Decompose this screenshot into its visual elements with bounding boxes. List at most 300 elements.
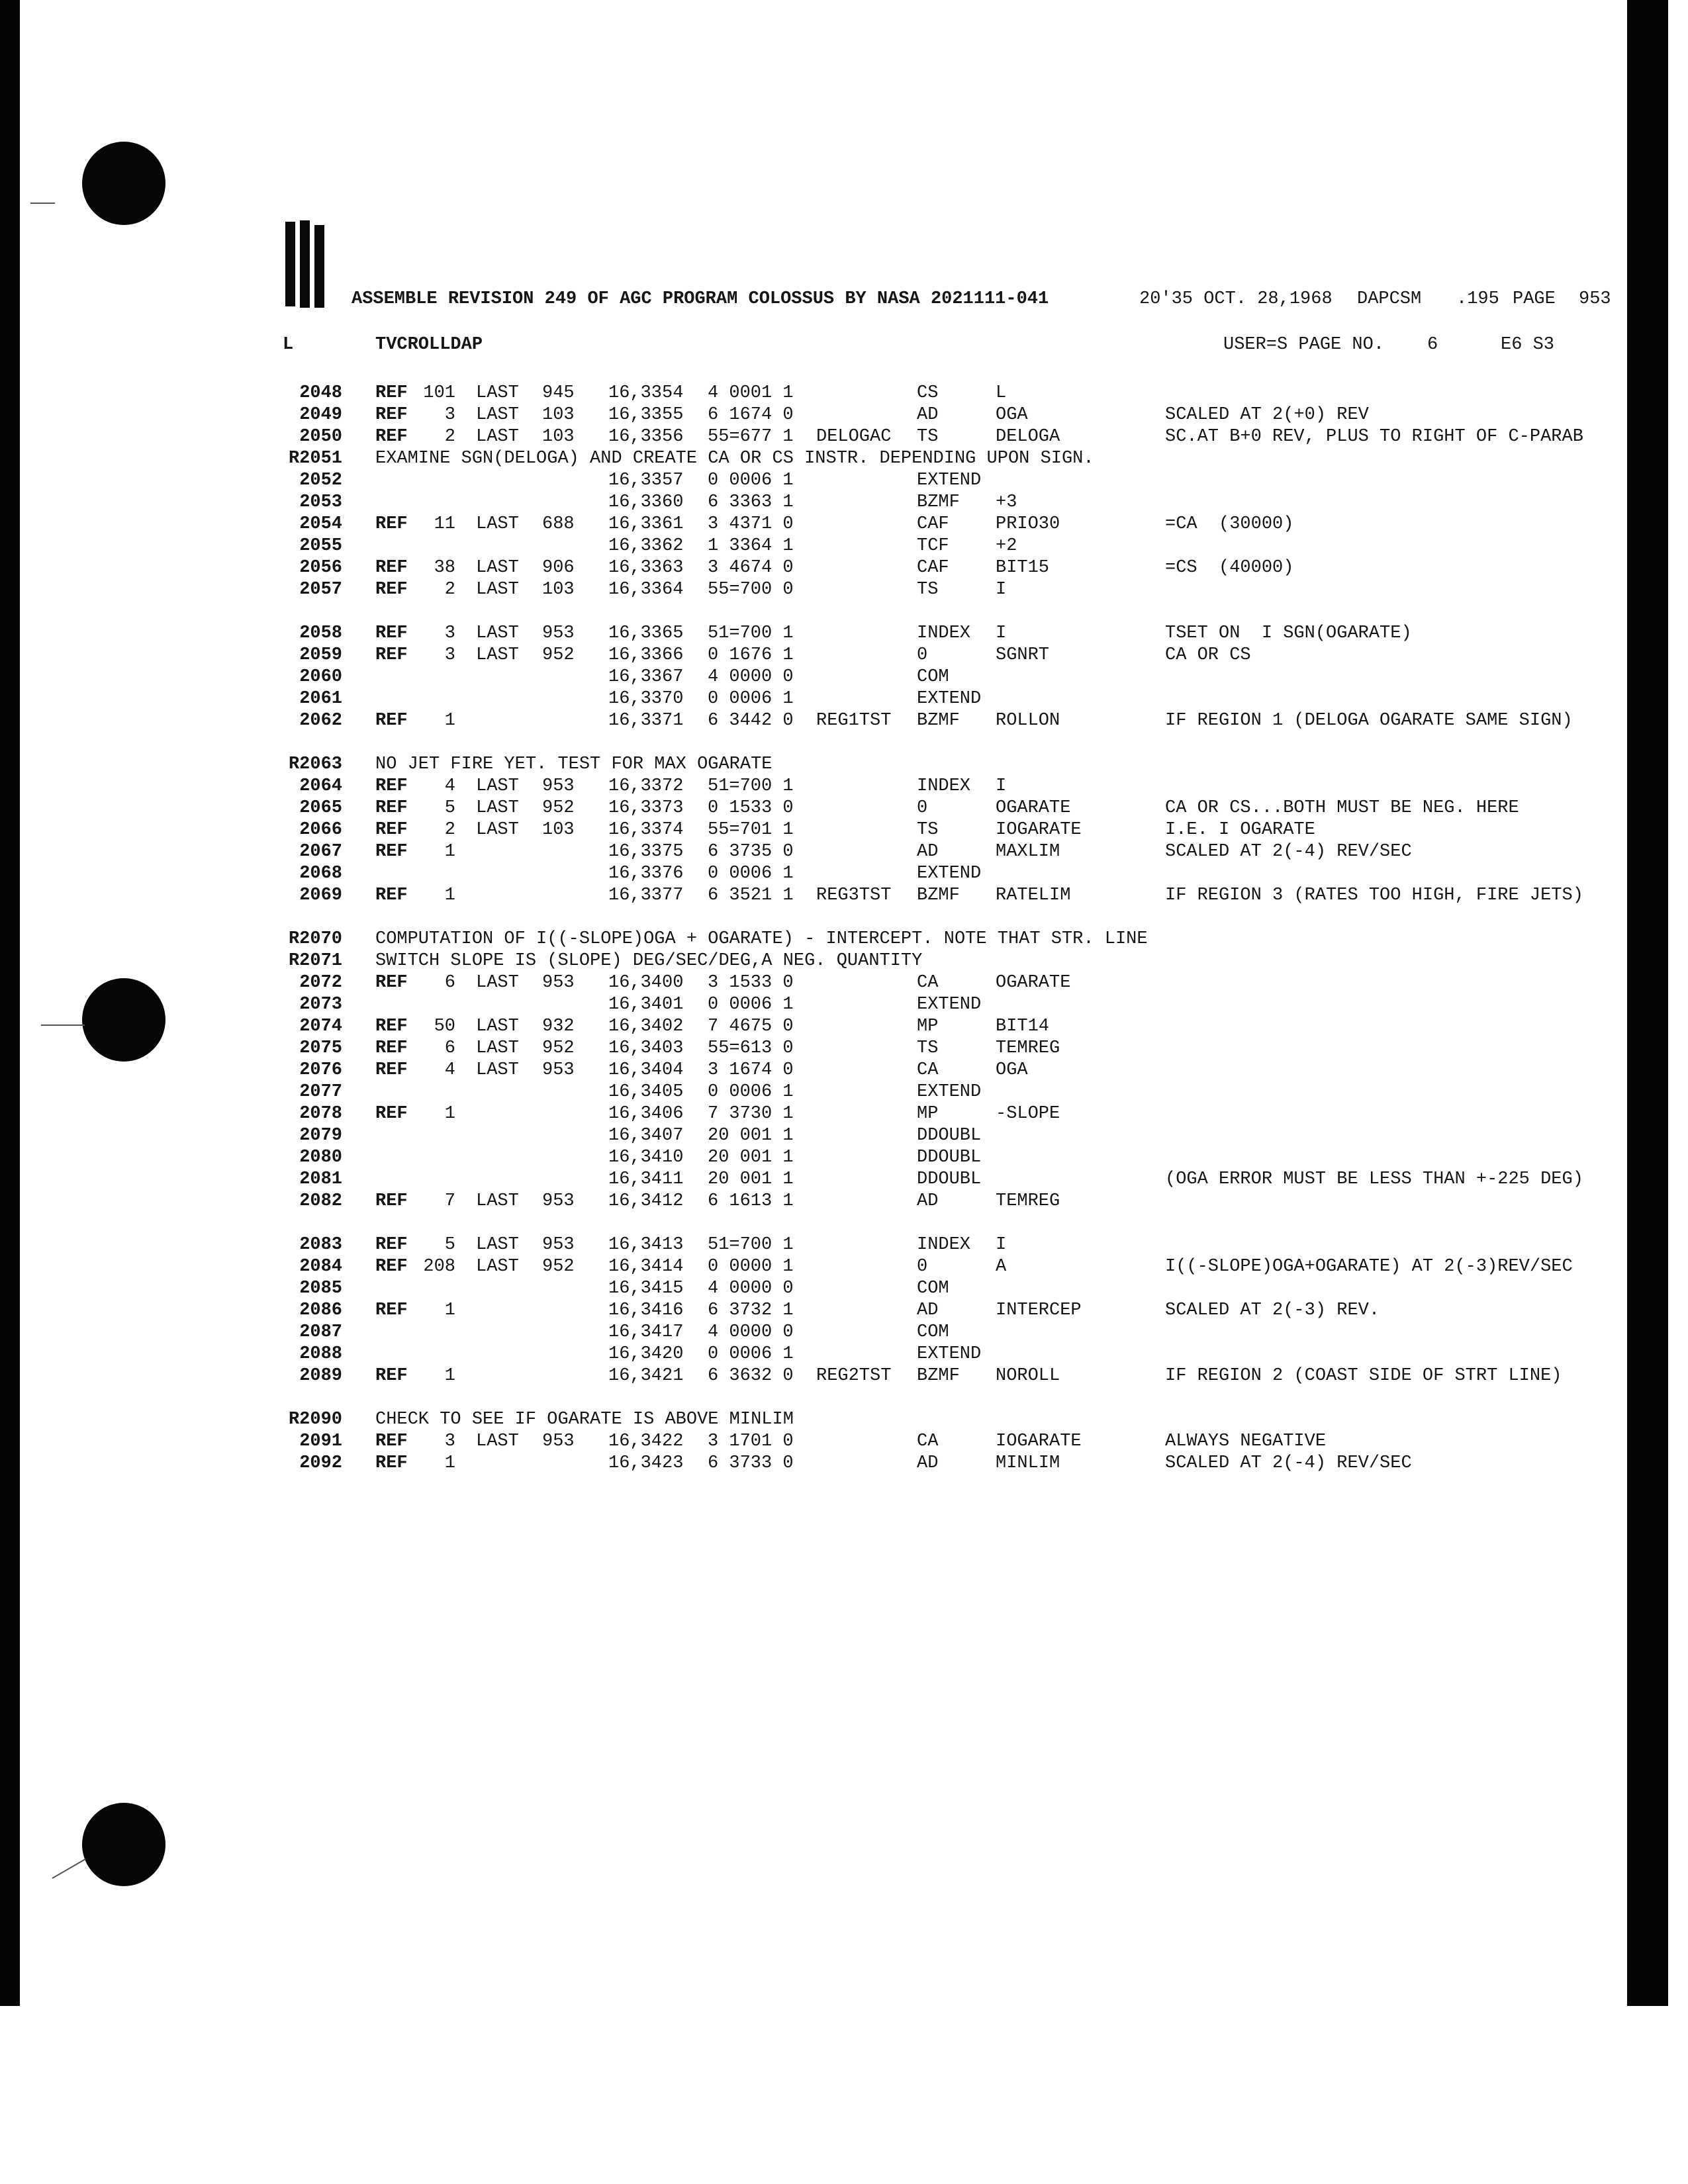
- line-number: R2071: [288, 951, 342, 971]
- label: REG1TST: [816, 711, 892, 731]
- operand: -SLOPE: [996, 1104, 1060, 1124]
- remark-row: [0, 1409, 1688, 1431]
- section-extra: E6 S3: [1501, 335, 1555, 355]
- line-number: 2087: [299, 1322, 342, 1342]
- last-marker: LAST: [476, 798, 519, 818]
- section-title: TVCROLLDAP: [375, 335, 483, 355]
- operand: NOROLL: [996, 1366, 1060, 1386]
- listing-row: [0, 579, 1688, 601]
- opcode: AD: [917, 405, 939, 425]
- listing-row: [0, 885, 1688, 907]
- last-page: 953: [542, 776, 575, 796]
- operand: TEMREG: [996, 1038, 1060, 1058]
- octal-code: 7 4675 0: [708, 1017, 794, 1036]
- punch-hole-bottom: [82, 1803, 165, 1886]
- page-label: PAGE: [1513, 289, 1556, 309]
- ref-marker: REF: [375, 711, 408, 731]
- address: 16,3414: [608, 1257, 684, 1277]
- operand: I: [996, 623, 1007, 643]
- line-number: R2070: [288, 929, 342, 949]
- remark-row: [0, 929, 1688, 950]
- operand: MINLIM: [996, 1453, 1060, 1473]
- address: 16,3415: [608, 1279, 684, 1298]
- last-page: 103: [542, 405, 575, 425]
- octal-code: 0 1676 1: [708, 645, 794, 665]
- octal-code: 20 001 1: [708, 1148, 794, 1167]
- listing-row: [0, 1191, 1688, 1212]
- operand: MAXLIM: [996, 842, 1060, 862]
- listing-row: [0, 1038, 1688, 1060]
- opcode: EXTEND: [917, 471, 982, 490]
- assembly-version: .195: [1456, 289, 1499, 309]
- address: 16,3420: [608, 1344, 684, 1364]
- octal-code: 51=700 1: [708, 776, 794, 796]
- opcode: AD: [917, 1300, 939, 1320]
- last-page: 952: [542, 798, 575, 818]
- last-page: 103: [542, 427, 575, 447]
- line-number: 2059: [299, 645, 342, 665]
- opcode: EXTEND: [917, 1082, 982, 1102]
- opcode: TS: [917, 1038, 939, 1058]
- last-marker: LAST: [476, 623, 519, 643]
- address: 16,3412: [608, 1191, 684, 1211]
- operand: +3: [996, 492, 1017, 512]
- last-page: 932: [542, 1017, 575, 1036]
- listing-row: [0, 404, 1688, 426]
- listing-row: [0, 841, 1688, 863]
- octal-code: 4 0001 1: [708, 383, 794, 403]
- last-page: 952: [542, 1257, 575, 1277]
- ref-count: 50: [434, 1017, 455, 1036]
- last-page: 953: [542, 1432, 575, 1451]
- last-marker: LAST: [476, 820, 519, 840]
- last-marker: LAST: [476, 1038, 519, 1058]
- listing-row: [0, 1431, 1688, 1453]
- scan-mark: [30, 203, 55, 204]
- line-number: 2062: [299, 711, 342, 731]
- octal-code: 3 1533 0: [708, 973, 794, 993]
- ref-marker: REF: [375, 623, 408, 643]
- line-number: 2050: [299, 427, 342, 447]
- comment: IF REGION 1 (DELOGA OGARATE SAME SIGN): [1165, 711, 1573, 731]
- comment: I((-SLOPE)OGA+OGARATE) AT 2(-3)REV/SEC: [1165, 1257, 1573, 1277]
- line-number: 2079: [299, 1126, 342, 1146]
- comment: SCALED AT 2(-3) REV.: [1165, 1300, 1380, 1320]
- comment: (OGA ERROR MUST BE LESS THAN +-225 DEG): [1165, 1169, 1583, 1189]
- comment: SC.AT B+0 REV, PLUS TO RIGHT OF C-PARAB: [1165, 427, 1583, 447]
- octal-code: 6 1613 1: [708, 1191, 794, 1211]
- address: 16,3421: [608, 1366, 684, 1386]
- opcode: CA: [917, 1060, 939, 1080]
- opcode: CAF: [917, 514, 949, 534]
- opcode: BZMF: [917, 1366, 960, 1386]
- remark-row: [0, 754, 1688, 776]
- ref-count: 4: [444, 776, 455, 796]
- octal-code: 0 0006 1: [708, 1082, 794, 1102]
- listing-row: [0, 383, 1688, 404]
- listing-row: [0, 819, 1688, 841]
- last-page: 952: [542, 1038, 575, 1058]
- octal-code: 51=700 1: [708, 1235, 794, 1255]
- octal-code: 55=700 0: [708, 580, 794, 600]
- ref-marker: REF: [375, 973, 408, 993]
- last-marker: LAST: [476, 1060, 519, 1080]
- section-marker: L: [283, 335, 294, 355]
- octal-code: 6 3733 0: [708, 1453, 794, 1473]
- octal-code: 6 3442 0: [708, 711, 794, 731]
- last-page: 953: [542, 1235, 575, 1255]
- ref-marker: REF: [375, 405, 408, 425]
- ref-marker: REF: [375, 842, 408, 862]
- address: 16,3407: [608, 1126, 684, 1146]
- address: 16,3365: [608, 623, 684, 643]
- listing-row: [0, 863, 1688, 885]
- comment: CA OR CS: [1165, 645, 1251, 665]
- remark-text: COMPUTATION OF I((-SLOPE)OGA + OGARATE) - INTERCEPT. NOTE THAT STR. LINE: [375, 929, 1148, 949]
- ref-marker: REF: [375, 1191, 408, 1211]
- address: 16,3417: [608, 1322, 684, 1342]
- address: 16,3416: [608, 1300, 684, 1320]
- last-page: 953: [542, 623, 575, 643]
- opcode: INDEX: [917, 623, 971, 643]
- line-number: 2091: [299, 1432, 342, 1451]
- line-number: R2090: [288, 1410, 342, 1430]
- listing-row: [0, 1322, 1688, 1343]
- octal-code: 6 3363 1: [708, 492, 794, 512]
- octal-code: 4 0000 0: [708, 667, 794, 687]
- comment: TSET ON I SGN(OGARATE): [1165, 623, 1412, 643]
- line-number: 2053: [299, 492, 342, 512]
- last-marker: LAST: [476, 1235, 519, 1255]
- line-number: 2076: [299, 1060, 342, 1080]
- last-marker: LAST: [476, 1432, 519, 1451]
- opcode: AD: [917, 842, 939, 862]
- listing-row: [0, 1147, 1688, 1169]
- octal-code: 3 1674 0: [708, 1060, 794, 1080]
- last-marker: LAST: [476, 558, 519, 578]
- comment: =CA (30000): [1165, 514, 1294, 534]
- operand: DELOGA: [996, 427, 1060, 447]
- octal-code: 0 0000 1: [708, 1257, 794, 1277]
- opcode: BZMF: [917, 492, 960, 512]
- address: 16,3402: [608, 1017, 684, 1036]
- label: REG3TST: [816, 886, 892, 905]
- octal-code: 0 0006 1: [708, 995, 794, 1015]
- listing-row: [0, 1365, 1688, 1387]
- address: 16,3404: [608, 1060, 684, 1080]
- last-marker: LAST: [476, 514, 519, 534]
- opcode: DDOUBL: [917, 1126, 982, 1146]
- address: 16,3406: [608, 1104, 684, 1124]
- listing-row: [0, 1081, 1688, 1103]
- opcode: EXTEND: [917, 689, 982, 709]
- octal-code: 7 3730 1: [708, 1104, 794, 1124]
- line-number: 2064: [299, 776, 342, 796]
- ref-count: 1: [444, 1453, 455, 1473]
- opcode: TCF: [917, 536, 949, 556]
- user-page-label: USER=S PAGE NO.: [1223, 335, 1385, 355]
- line-number: R2063: [288, 754, 342, 774]
- operand: ROLLON: [996, 711, 1060, 731]
- ref-count: 1: [444, 1104, 455, 1124]
- address: 16,3373: [608, 798, 684, 818]
- line-number: 2078: [299, 1104, 342, 1124]
- user-page-number: 6: [1427, 335, 1438, 355]
- octal-code: 3 1701 0: [708, 1432, 794, 1451]
- ref-count: 1: [444, 1366, 455, 1386]
- ref-count: 2: [444, 427, 455, 447]
- operand: BIT15: [996, 558, 1050, 578]
- listing-row: [0, 623, 1688, 645]
- address: 16,3405: [608, 1082, 684, 1102]
- comment: ALWAYS NEGATIVE: [1165, 1432, 1327, 1451]
- opcode: EXTEND: [917, 1344, 982, 1364]
- address: 16,3361: [608, 514, 684, 534]
- last-page: 688: [542, 514, 575, 534]
- opcode: CS: [917, 383, 939, 403]
- opcode: EXTEND: [917, 995, 982, 1015]
- ref-count: 3: [444, 645, 455, 665]
- opcode: 0: [917, 645, 928, 665]
- address: 16,3411: [608, 1169, 684, 1189]
- listing-row: [0, 426, 1688, 448]
- line-number: 2081: [299, 1169, 342, 1189]
- line-number: 2060: [299, 667, 342, 687]
- address: 16,3355: [608, 405, 684, 425]
- line-number: 2069: [299, 886, 342, 905]
- listing-row: [0, 535, 1688, 557]
- assembly-datetime: 20'35 OCT. 28,1968: [1139, 289, 1333, 309]
- address: 16,3372: [608, 776, 684, 796]
- line-number: 2067: [299, 842, 342, 862]
- line-number: 2058: [299, 623, 342, 643]
- last-page: 953: [542, 1060, 575, 1080]
- line-number: 2086: [299, 1300, 342, 1320]
- ref-count: 101: [423, 383, 455, 403]
- octal-code: 51=700 1: [708, 623, 794, 643]
- ref-marker: REF: [375, 514, 408, 534]
- ref-marker: REF: [375, 1060, 408, 1080]
- listing-row: [0, 797, 1688, 819]
- line-number: 2084: [299, 1257, 342, 1277]
- address: 16,3374: [608, 820, 684, 840]
- line-number: 2055: [299, 536, 342, 556]
- comment: =CS (40000): [1165, 558, 1294, 578]
- address: 16,3422: [608, 1432, 684, 1451]
- ref-marker: REF: [375, 645, 408, 665]
- address: 16,3401: [608, 995, 684, 1015]
- address: 16,3375: [608, 842, 684, 862]
- operand: I: [996, 776, 1007, 796]
- last-marker: LAST: [476, 645, 519, 665]
- opcode: BZMF: [917, 711, 960, 731]
- listing-row: [0, 1234, 1688, 1256]
- address: 16,3371: [608, 711, 684, 731]
- last-marker: LAST: [476, 1017, 519, 1036]
- operand: I: [996, 1235, 1007, 1255]
- ref-count: 2: [444, 580, 455, 600]
- listing-row: [0, 972, 1688, 994]
- listing-row: [0, 557, 1688, 579]
- listing-row: [0, 1278, 1688, 1300]
- opcode: TS: [917, 427, 939, 447]
- address: 16,3364: [608, 580, 684, 600]
- ref-marker: REF: [375, 1453, 408, 1473]
- address: 16,3354: [608, 383, 684, 403]
- line-number: 2085: [299, 1279, 342, 1298]
- opcode: BZMF: [917, 886, 960, 905]
- ref-marker: REF: [375, 580, 408, 600]
- ref-count: 5: [444, 798, 455, 818]
- address: 16,3357: [608, 471, 684, 490]
- listing-row: [0, 1060, 1688, 1081]
- octal-code: 6 3732 1: [708, 1300, 794, 1320]
- ref-marker: REF: [375, 820, 408, 840]
- ref-count: 38: [434, 558, 455, 578]
- listing-row: [0, 492, 1688, 514]
- opcode: CAF: [917, 558, 949, 578]
- listing-row: [0, 776, 1688, 797]
- address: 16,3377: [608, 886, 684, 905]
- octal-code: 4 0000 0: [708, 1322, 794, 1342]
- octal-code: 4 0000 0: [708, 1279, 794, 1298]
- octal-code: 6 3521 1: [708, 886, 794, 905]
- operand: PRIO30: [996, 514, 1060, 534]
- opcode: TS: [917, 580, 939, 600]
- opcode: 0: [917, 798, 928, 818]
- address: 16,3366: [608, 645, 684, 665]
- opcode: DDOUBL: [917, 1148, 982, 1167]
- opcode: CA: [917, 973, 939, 993]
- operand: OGARATE: [996, 798, 1071, 818]
- last-marker: LAST: [476, 383, 519, 403]
- ref-marker: REF: [375, 558, 408, 578]
- last-page: 906: [542, 558, 575, 578]
- opcode: COM: [917, 667, 949, 687]
- remark-text: SWITCH SLOPE IS (SLOPE) DEG/SEC/DEG,A NEG. QUANTITY: [375, 951, 923, 971]
- octal-code: 0 0006 1: [708, 471, 794, 490]
- octal-code: 0 0006 1: [708, 689, 794, 709]
- line-number: 2075: [299, 1038, 342, 1058]
- ref-count: 1: [444, 711, 455, 731]
- remark-row: [0, 448, 1688, 470]
- line-number: R2051: [288, 449, 342, 469]
- opcode: COM: [917, 1322, 949, 1342]
- ref-marker: REF: [375, 1432, 408, 1451]
- opcode: MP: [917, 1017, 939, 1036]
- line-number: 2080: [299, 1148, 342, 1167]
- listing-row: [0, 666, 1688, 688]
- opcode: INDEX: [917, 776, 971, 796]
- opcode: INDEX: [917, 1235, 971, 1255]
- ref-count: 3: [444, 623, 455, 643]
- ref-count: 1: [444, 842, 455, 862]
- octal-code: 55=677 1: [708, 427, 794, 447]
- ref-count: 7: [444, 1191, 455, 1211]
- octal-code: 55=701 1: [708, 820, 794, 840]
- remark-text: NO JET FIRE YET. TEST FOR MAX OGARATE: [375, 754, 773, 774]
- octal-code: 0 0006 1: [708, 864, 794, 884]
- address: 16,3363: [608, 558, 684, 578]
- operand: IOGARATE: [996, 820, 1082, 840]
- octal-code: 20 001 1: [708, 1169, 794, 1189]
- ref-count: 11: [434, 514, 455, 534]
- octal-code: 55=613 0: [708, 1038, 794, 1058]
- opcode: AD: [917, 1191, 939, 1211]
- opcode: 0: [917, 1257, 928, 1277]
- line-number: 2054: [299, 514, 342, 534]
- last-page: 953: [542, 1191, 575, 1211]
- listing-row: [0, 1343, 1688, 1365]
- line-number: 2068: [299, 864, 342, 884]
- last-page: 103: [542, 580, 575, 600]
- last-marker: LAST: [476, 580, 519, 600]
- line-number: 2052: [299, 471, 342, 490]
- listing-row: [0, 1453, 1688, 1475]
- ref-marker: REF: [375, 427, 408, 447]
- opcode: CA: [917, 1432, 939, 1451]
- comment: IF REGION 2 (COAST SIDE OF STRT LINE): [1165, 1366, 1562, 1386]
- octal-code: 3 4674 0: [708, 558, 794, 578]
- line-number: 2066: [299, 820, 342, 840]
- line-number: 2061: [299, 689, 342, 709]
- address: 16,3360: [608, 492, 684, 512]
- operand: OGA: [996, 405, 1028, 425]
- ref-count: 5: [444, 1235, 455, 1255]
- last-marker: LAST: [476, 1191, 519, 1211]
- comment: SCALED AT 2(-4) REV/SEC: [1165, 842, 1412, 862]
- operand: INTERCEP: [996, 1300, 1082, 1320]
- last-marker: LAST: [476, 973, 519, 993]
- assembly-title: ASSEMBLE REVISION 249 OF AGC PROGRAM COLOSSUS BY NASA 2021111-041: [352, 289, 1049, 309]
- line-number: 2073: [299, 995, 342, 1015]
- operand: BIT14: [996, 1017, 1050, 1036]
- listing-row: [0, 1125, 1688, 1147]
- ref-marker: REF: [375, 776, 408, 796]
- ref-count: 4: [444, 1060, 455, 1080]
- line-number: 2077: [299, 1082, 342, 1102]
- punch-hole-top: [82, 142, 165, 225]
- ref-marker: REF: [375, 1017, 408, 1036]
- ref-marker: REF: [375, 1366, 408, 1386]
- octal-code: 0 1533 0: [708, 798, 794, 818]
- last-page: 103: [542, 820, 575, 840]
- operand: TEMREG: [996, 1191, 1060, 1211]
- operand: A: [996, 1257, 1007, 1277]
- ref-marker: REF: [375, 1235, 408, 1255]
- listing-row: [0, 1300, 1688, 1322]
- address: 16,3410: [608, 1148, 684, 1167]
- remark-text: CHECK TO SEE IF OGARATE IS ABOVE MINLIM: [375, 1410, 794, 1430]
- address: 16,3423: [608, 1453, 684, 1473]
- address: 16,3356: [608, 427, 684, 447]
- octal-code: 3 4371 0: [708, 514, 794, 534]
- listing-row: [0, 1103, 1688, 1125]
- last-marker: LAST: [476, 405, 519, 425]
- listing-row: [0, 994, 1688, 1016]
- line-number: 2074: [299, 1017, 342, 1036]
- ref-count: 6: [444, 973, 455, 993]
- last-page: 945: [542, 383, 575, 403]
- listing-row: [0, 688, 1688, 710]
- line-number: 2057: [299, 580, 342, 600]
- address: 16,3413: [608, 1235, 684, 1255]
- ref-marker: REF: [375, 886, 408, 905]
- line-number: 2088: [299, 1344, 342, 1364]
- opcode: DDOUBL: [917, 1169, 982, 1189]
- operand: L: [996, 383, 1007, 403]
- label: REG2TST: [816, 1366, 892, 1386]
